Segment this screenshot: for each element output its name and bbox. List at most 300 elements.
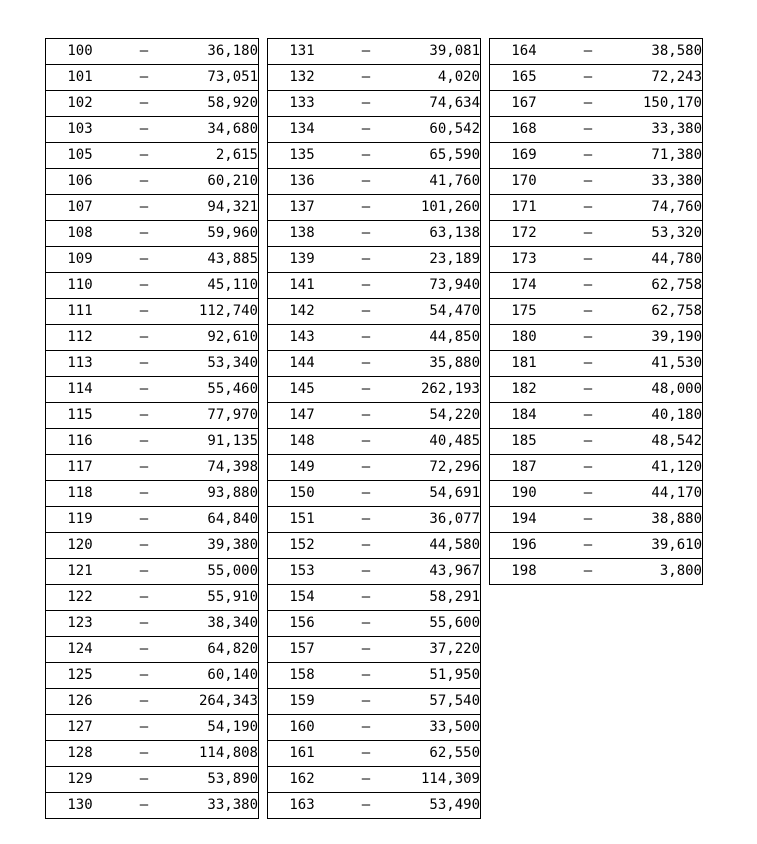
row-value: 40,485	[396, 429, 481, 455]
row-dash: –	[336, 611, 396, 637]
table-row	[46, 65, 259, 91]
row-dash: –	[336, 91, 396, 117]
row-code: 145	[268, 377, 337, 403]
row-dash: –	[114, 377, 174, 403]
row-dash: –	[558, 507, 618, 533]
row-dash: –	[114, 299, 174, 325]
row-code: 181	[490, 351, 559, 377]
row-code: 190	[490, 481, 559, 507]
row-code: 129	[46, 767, 115, 793]
row-code: 127	[46, 715, 115, 741]
row-value: 54,220	[396, 403, 481, 429]
row-dash: –	[336, 793, 396, 819]
row-dash: –	[114, 559, 174, 585]
table-row	[490, 351, 703, 377]
table-row	[268, 429, 481, 455]
row-value: 55,000	[174, 559, 259, 585]
table-row	[490, 481, 703, 507]
row-value: 150,170	[618, 91, 703, 117]
row-value: 41,120	[618, 455, 703, 481]
row-value: 73,940	[396, 273, 481, 299]
row-dash: –	[558, 351, 618, 377]
row-code: 142	[268, 299, 337, 325]
row-code: 102	[46, 91, 115, 117]
row-dash: –	[336, 403, 396, 429]
row-code: 135	[268, 143, 337, 169]
row-dash: –	[558, 39, 618, 65]
table-row	[268, 663, 481, 689]
table-row	[268, 585, 481, 611]
row-code: 156	[268, 611, 337, 637]
row-value: 62,758	[618, 299, 703, 325]
row-dash: –	[336, 351, 396, 377]
row-code: 165	[490, 65, 559, 91]
table-row	[46, 767, 259, 793]
table-row	[46, 403, 259, 429]
row-dash: –	[336, 39, 396, 65]
table-row	[268, 273, 481, 299]
row-code: 154	[268, 585, 337, 611]
table-row	[268, 455, 481, 481]
row-code: 121	[46, 559, 115, 585]
row-code: 100	[46, 39, 115, 65]
row-value: 94,321	[174, 195, 259, 221]
row-code: 137	[268, 195, 337, 221]
row-dash: –	[336, 221, 396, 247]
row-dash: –	[336, 767, 396, 793]
row-code: 123	[46, 611, 115, 637]
row-dash: –	[558, 533, 618, 559]
table-row	[46, 611, 259, 637]
row-value: 55,460	[174, 377, 259, 403]
table-row	[46, 351, 259, 377]
row-value: 54,691	[396, 481, 481, 507]
row-dash: –	[114, 741, 174, 767]
row-dash: –	[114, 143, 174, 169]
row-code: 105	[46, 143, 115, 169]
row-dash: –	[114, 325, 174, 351]
row-code: 118	[46, 481, 115, 507]
row-value: 37,220	[396, 637, 481, 663]
row-dash: –	[114, 351, 174, 377]
row-dash: –	[336, 325, 396, 351]
row-code: 132	[268, 65, 337, 91]
row-value: 51,950	[396, 663, 481, 689]
row-dash: –	[114, 637, 174, 663]
table-row	[46, 507, 259, 533]
row-value: 93,880	[174, 481, 259, 507]
row-value: 43,885	[174, 247, 259, 273]
row-value: 44,170	[618, 481, 703, 507]
row-value: 35,880	[396, 351, 481, 377]
row-value: 33,500	[396, 715, 481, 741]
row-code: 151	[268, 507, 337, 533]
row-code: 152	[268, 533, 337, 559]
row-dash: –	[114, 39, 174, 65]
row-code: 185	[490, 429, 559, 455]
row-value: 101,260	[396, 195, 481, 221]
row-value: 33,380	[618, 117, 703, 143]
row-code: 159	[268, 689, 337, 715]
row-code: 198	[490, 559, 559, 585]
row-value: 58,920	[174, 91, 259, 117]
row-dash: –	[558, 247, 618, 273]
row-code: 169	[490, 143, 559, 169]
row-code: 115	[46, 403, 115, 429]
row-value: 71,380	[618, 143, 703, 169]
table-row	[46, 429, 259, 455]
row-dash: –	[114, 455, 174, 481]
row-value: 74,760	[618, 195, 703, 221]
table-row	[268, 247, 481, 273]
row-dash: –	[114, 195, 174, 221]
row-code: 170	[490, 169, 559, 195]
row-dash: –	[558, 429, 618, 455]
row-value: 43,967	[396, 559, 481, 585]
row-dash: –	[336, 455, 396, 481]
table-row	[268, 481, 481, 507]
row-value: 44,850	[396, 325, 481, 351]
row-dash: –	[114, 247, 174, 273]
row-code: 103	[46, 117, 115, 143]
row-dash: –	[114, 169, 174, 195]
table-row	[268, 741, 481, 767]
row-dash: –	[336, 117, 396, 143]
row-value: 38,340	[174, 611, 259, 637]
row-dash: –	[114, 533, 174, 559]
row-dash: –	[114, 65, 174, 91]
row-value: 33,380	[618, 169, 703, 195]
row-dash: –	[114, 767, 174, 793]
table-row	[46, 689, 259, 715]
table-row	[490, 429, 703, 455]
row-dash: –	[114, 117, 174, 143]
row-dash: –	[336, 65, 396, 91]
row-code: 128	[46, 741, 115, 767]
row-code: 113	[46, 351, 115, 377]
row-code: 175	[490, 299, 559, 325]
table-row	[46, 117, 259, 143]
table-row	[46, 273, 259, 299]
table-row	[46, 559, 259, 585]
row-dash: –	[114, 585, 174, 611]
row-dash: –	[114, 689, 174, 715]
row-code: 124	[46, 637, 115, 663]
row-code: 109	[46, 247, 115, 273]
table-row	[268, 715, 481, 741]
data-table-column-3	[489, 38, 703, 585]
row-dash: –	[558, 65, 618, 91]
row-code: 138	[268, 221, 337, 247]
row-code: 131	[268, 39, 337, 65]
row-code: 168	[490, 117, 559, 143]
row-code: 164	[490, 39, 559, 65]
table-row	[46, 455, 259, 481]
table-row	[268, 65, 481, 91]
row-dash: –	[558, 117, 618, 143]
row-dash: –	[558, 169, 618, 195]
table-row	[46, 169, 259, 195]
row-value: 62,758	[618, 273, 703, 299]
row-value: 41,760	[396, 169, 481, 195]
row-code: 174	[490, 273, 559, 299]
row-dash: –	[336, 689, 396, 715]
row-code: 107	[46, 195, 115, 221]
table-row	[490, 273, 703, 299]
row-value: 91,135	[174, 429, 259, 455]
row-dash: –	[114, 507, 174, 533]
row-dash: –	[336, 377, 396, 403]
row-dash: –	[114, 481, 174, 507]
row-value: 39,380	[174, 533, 259, 559]
table-row	[268, 611, 481, 637]
table-row	[490, 377, 703, 403]
table-row	[490, 39, 703, 65]
table-row	[268, 221, 481, 247]
table-row	[490, 559, 703, 585]
table-row	[490, 91, 703, 117]
row-value: 55,600	[396, 611, 481, 637]
row-code: 141	[268, 273, 337, 299]
row-value: 36,180	[174, 39, 259, 65]
row-code: 101	[46, 65, 115, 91]
row-code: 120	[46, 533, 115, 559]
row-dash: –	[558, 403, 618, 429]
row-dash: –	[558, 377, 618, 403]
row-value: 57,540	[396, 689, 481, 715]
table-row	[490, 325, 703, 351]
row-value: 53,890	[174, 767, 259, 793]
table-row	[46, 663, 259, 689]
row-value: 45,110	[174, 273, 259, 299]
table-row	[490, 507, 703, 533]
row-code: 144	[268, 351, 337, 377]
row-code: 143	[268, 325, 337, 351]
row-value: 73,051	[174, 65, 259, 91]
row-value: 62,550	[396, 741, 481, 767]
row-code: 117	[46, 455, 115, 481]
row-code: 116	[46, 429, 115, 455]
table-row	[490, 65, 703, 91]
row-dash: –	[336, 481, 396, 507]
row-value: 39,190	[618, 325, 703, 351]
row-code: 130	[46, 793, 115, 819]
data-table-column-1	[45, 38, 259, 819]
table-row	[46, 533, 259, 559]
row-dash: –	[336, 741, 396, 767]
table-row	[46, 715, 259, 741]
row-dash: –	[558, 325, 618, 351]
row-dash: –	[114, 221, 174, 247]
row-dash: –	[114, 663, 174, 689]
row-value: 3,800	[618, 559, 703, 585]
row-value: 33,380	[174, 793, 259, 819]
row-code: 160	[268, 715, 337, 741]
row-code: 112	[46, 325, 115, 351]
table-row	[490, 195, 703, 221]
table-row	[490, 455, 703, 481]
row-dash: –	[114, 403, 174, 429]
row-value: 74,398	[174, 455, 259, 481]
table-row	[268, 325, 481, 351]
row-value: 53,320	[618, 221, 703, 247]
row-code: 147	[268, 403, 337, 429]
row-code: 194	[490, 507, 559, 533]
row-value: 60,140	[174, 663, 259, 689]
row-value: 40,180	[618, 403, 703, 429]
row-code: 162	[268, 767, 337, 793]
row-code: 149	[268, 455, 337, 481]
row-dash: –	[114, 273, 174, 299]
row-dash: –	[114, 715, 174, 741]
row-value: 72,296	[396, 455, 481, 481]
table-row	[46, 247, 259, 273]
row-code: 111	[46, 299, 115, 325]
table-row	[46, 325, 259, 351]
table-row	[268, 403, 481, 429]
row-value: 53,340	[174, 351, 259, 377]
row-value: 55,910	[174, 585, 259, 611]
row-code: 157	[268, 637, 337, 663]
row-dash: –	[336, 585, 396, 611]
row-dash: –	[336, 169, 396, 195]
row-code: 180	[490, 325, 559, 351]
table-row	[268, 767, 481, 793]
row-code: 172	[490, 221, 559, 247]
row-dash: –	[336, 637, 396, 663]
table-row	[268, 143, 481, 169]
row-code: 182	[490, 377, 559, 403]
row-value: 74,634	[396, 91, 481, 117]
row-value: 60,210	[174, 169, 259, 195]
row-value: 38,880	[618, 507, 703, 533]
row-code: 108	[46, 221, 115, 247]
row-dash: –	[114, 611, 174, 637]
table-row	[46, 481, 259, 507]
table-row	[46, 299, 259, 325]
row-dash: –	[336, 715, 396, 741]
table-row	[268, 637, 481, 663]
row-value: 54,470	[396, 299, 481, 325]
row-dash: –	[114, 91, 174, 117]
row-value: 262,193	[396, 377, 481, 403]
row-value: 44,780	[618, 247, 703, 273]
row-value: 36,077	[396, 507, 481, 533]
row-value: 34,680	[174, 117, 259, 143]
row-value: 63,138	[396, 221, 481, 247]
row-code: 106	[46, 169, 115, 195]
table-row	[268, 351, 481, 377]
row-value: 77,970	[174, 403, 259, 429]
row-code: 184	[490, 403, 559, 429]
row-value: 114,808	[174, 741, 259, 767]
table-row	[268, 533, 481, 559]
row-code: 196	[490, 533, 559, 559]
table-row	[268, 689, 481, 715]
row-code: 167	[490, 91, 559, 117]
row-value: 2,615	[174, 143, 259, 169]
row-value: 53,490	[396, 793, 481, 819]
row-value: 65,590	[396, 143, 481, 169]
row-code: 161	[268, 741, 337, 767]
table-row	[46, 91, 259, 117]
table-row	[490, 299, 703, 325]
row-dash: –	[336, 273, 396, 299]
row-code: 187	[490, 455, 559, 481]
table-row	[490, 247, 703, 273]
table-row	[46, 221, 259, 247]
table-row	[46, 143, 259, 169]
row-value: 112,740	[174, 299, 259, 325]
row-value: 23,189	[396, 247, 481, 273]
row-dash: –	[558, 559, 618, 585]
row-dash: –	[336, 507, 396, 533]
row-dash: –	[336, 663, 396, 689]
row-dash: –	[558, 91, 618, 117]
row-dash: –	[114, 429, 174, 455]
row-code: 139	[268, 247, 337, 273]
row-code: 110	[46, 273, 115, 299]
row-code: 150	[268, 481, 337, 507]
table-row	[490, 143, 703, 169]
table-row	[268, 793, 481, 819]
table-row	[268, 299, 481, 325]
row-dash: –	[558, 143, 618, 169]
row-value: 38,580	[618, 39, 703, 65]
row-code: 163	[268, 793, 337, 819]
table-row	[490, 533, 703, 559]
row-code: 173	[490, 247, 559, 273]
table-row	[46, 195, 259, 221]
row-code: 125	[46, 663, 115, 689]
row-code: 136	[268, 169, 337, 195]
table-row	[490, 221, 703, 247]
table-row	[268, 507, 481, 533]
table-row	[268, 169, 481, 195]
row-code: 153	[268, 559, 337, 585]
row-value: 39,610	[618, 533, 703, 559]
table-row	[46, 585, 259, 611]
row-dash: –	[558, 221, 618, 247]
table-row	[268, 91, 481, 117]
row-value: 4,020	[396, 65, 481, 91]
table-row	[46, 637, 259, 663]
row-value: 114,309	[396, 767, 481, 793]
row-value: 92,610	[174, 325, 259, 351]
row-dash: –	[336, 143, 396, 169]
row-dash: –	[336, 299, 396, 325]
row-dash: –	[558, 273, 618, 299]
row-value: 64,840	[174, 507, 259, 533]
row-code: 171	[490, 195, 559, 221]
row-code: 148	[268, 429, 337, 455]
row-value: 60,542	[396, 117, 481, 143]
row-code: 119	[46, 507, 115, 533]
row-value: 64,820	[174, 637, 259, 663]
row-dash: –	[558, 455, 618, 481]
row-value: 41,530	[618, 351, 703, 377]
table-row	[268, 195, 481, 221]
table-row	[490, 169, 703, 195]
row-dash: –	[558, 481, 618, 507]
table-row	[46, 741, 259, 767]
row-dash: –	[114, 793, 174, 819]
row-value: 59,960	[174, 221, 259, 247]
row-code: 114	[46, 377, 115, 403]
table-row	[46, 39, 259, 65]
table-row	[46, 793, 259, 819]
row-value: 264,343	[174, 689, 259, 715]
